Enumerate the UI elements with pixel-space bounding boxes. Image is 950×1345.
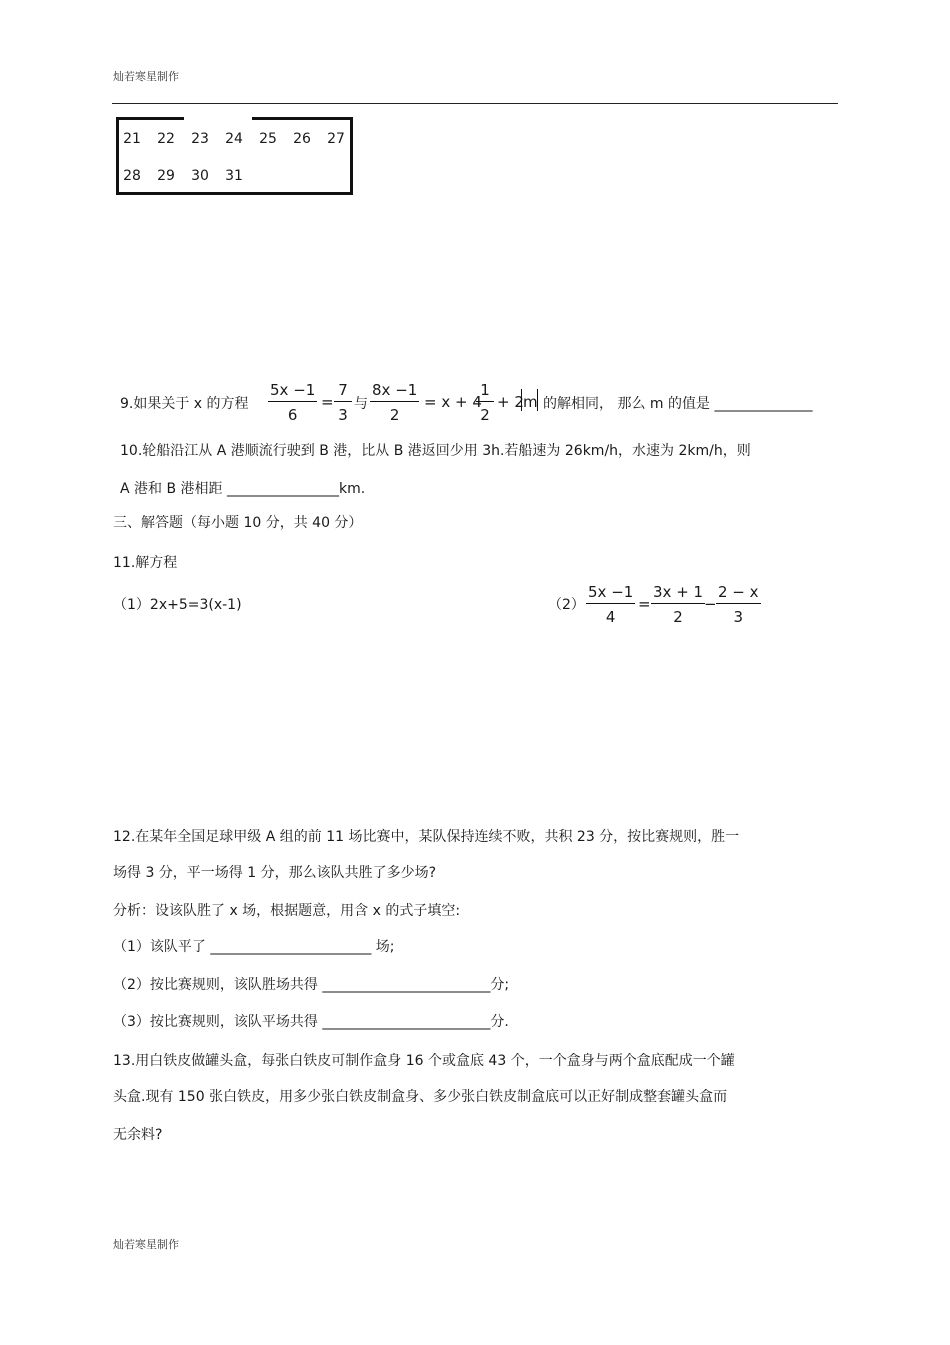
q13-line-3: 无余料?: [113, 1127, 163, 1143]
fraction-denominator: 2: [389, 406, 400, 424]
calendar-day: 26: [293, 131, 311, 147]
fraction-numerator: 1: [476, 381, 494, 402]
fraction-denominator: 4: [605, 608, 616, 626]
calendar-day: 22: [157, 131, 175, 147]
footer-credit: 灿若寒星制作: [113, 1238, 179, 1251]
calendar-day: 25: [259, 131, 277, 147]
header-rule: [112, 103, 838, 104]
fraction-denominator: 3: [733, 608, 744, 626]
fraction-denominator: 3: [338, 406, 348, 424]
q12-blank-2: （2）按比赛规则，该队胜场共得 ________________________分;: [113, 977, 510, 993]
fraction-numerator: 5x −1: [268, 381, 317, 402]
q11-part-1: （1）2x+5=3(x-1): [113, 597, 242, 613]
q12-blank-1: （1）该队平了 _______________________ 场;: [113, 939, 395, 955]
fraction-denominator: 2: [673, 608, 683, 626]
q10-line-2: A 港和 B 港相距 ________________km.: [120, 481, 366, 497]
q9-fraction-1: [268, 381, 317, 424]
fraction-numerator: 2 − x: [716, 583, 761, 604]
calendar-day: 28: [123, 168, 141, 184]
calendar-day: 27: [327, 131, 345, 147]
calendar-day: 29: [157, 168, 175, 184]
section-3-title: 三、解答题（每小题 10 分，共 40 分）: [113, 515, 363, 531]
calendar-day: 21: [123, 131, 141, 147]
calendar-day: 24: [225, 131, 243, 147]
q11-part-2-label: （2）: [548, 597, 585, 613]
q9-connector: 与: [354, 396, 368, 412]
fraction-denominator: 2: [480, 406, 490, 424]
abs-bar-right: [537, 389, 538, 411]
q11-fraction-3: [716, 583, 761, 626]
minus-sign: −: [704, 595, 717, 613]
fraction-numerator: 5x −1: [586, 583, 635, 604]
abs-bar-left: [521, 389, 522, 411]
q12-analysis: 分析：设该队胜了 x 场，根据题意，用含 x 的式子填空:: [113, 903, 461, 919]
q9-fraction-3: [370, 381, 419, 424]
fraction-numerator: 7: [334, 381, 352, 402]
equals-sign: =: [321, 393, 334, 411]
calendar-day: 31: [225, 168, 243, 184]
q9-fraction-2: [334, 381, 352, 424]
calendar-day: 30: [191, 168, 209, 184]
q10-line-1: 10.轮船沿江从 A 港顺流行驶到 B 港，比从 B 港返回少用 3h.若船速为 26km/h，水速为 2km/h，则: [120, 443, 751, 459]
q9-m: m: [523, 393, 538, 411]
q9-suffix: 的解相同， 那么 m 的值是 ______________: [543, 396, 813, 412]
q12-blank-3: （3）按比赛规则，该队平场共得 ________________________分.: [113, 1014, 509, 1030]
header-credit: 灿若寒星制作: [113, 70, 179, 83]
q9-prefix: 9.如果关于 x 的方程: [120, 396, 249, 412]
q11-fraction-2: [651, 583, 705, 626]
equals-sign: =: [638, 595, 651, 613]
calendar-day: 23: [191, 131, 209, 147]
q13-line-2: 头盒.现有 150 张白铁皮，用多少张白铁皮制盒身、多少张白铁皮制盒底可以正好制成整套罐头盒而: [113, 1089, 728, 1105]
q13-line-1: 13.用白铁皮做罐头盒，每张白铁皮可制作盒身 16 个或盒底 43 个，一个盒身与两个盒底配成一个罐: [113, 1053, 735, 1069]
q12-line-2: 场得 3 分，平一场得 1 分，那么该队共胜了多少场?: [113, 865, 437, 881]
fraction-denominator: 6: [287, 406, 298, 424]
q11-fraction-1: [586, 583, 635, 626]
q9-rhs: = x + 4: [424, 393, 482, 411]
q12-line-1: 12.在某年全国足球甲级 A 组的前 11 场比赛中，某队保持连续不败，共积 23 分，按比赛规则，胜一: [113, 829, 740, 845]
calendar-top-gap: [184, 114, 252, 120]
fraction-numerator: 8x −1: [370, 381, 419, 402]
q11-title: 11.解方程: [113, 555, 178, 571]
q9-plus-2: + 2: [497, 393, 524, 411]
fraction-numerator: 3x + 1: [651, 583, 705, 604]
q9-fraction-4: [476, 381, 494, 424]
